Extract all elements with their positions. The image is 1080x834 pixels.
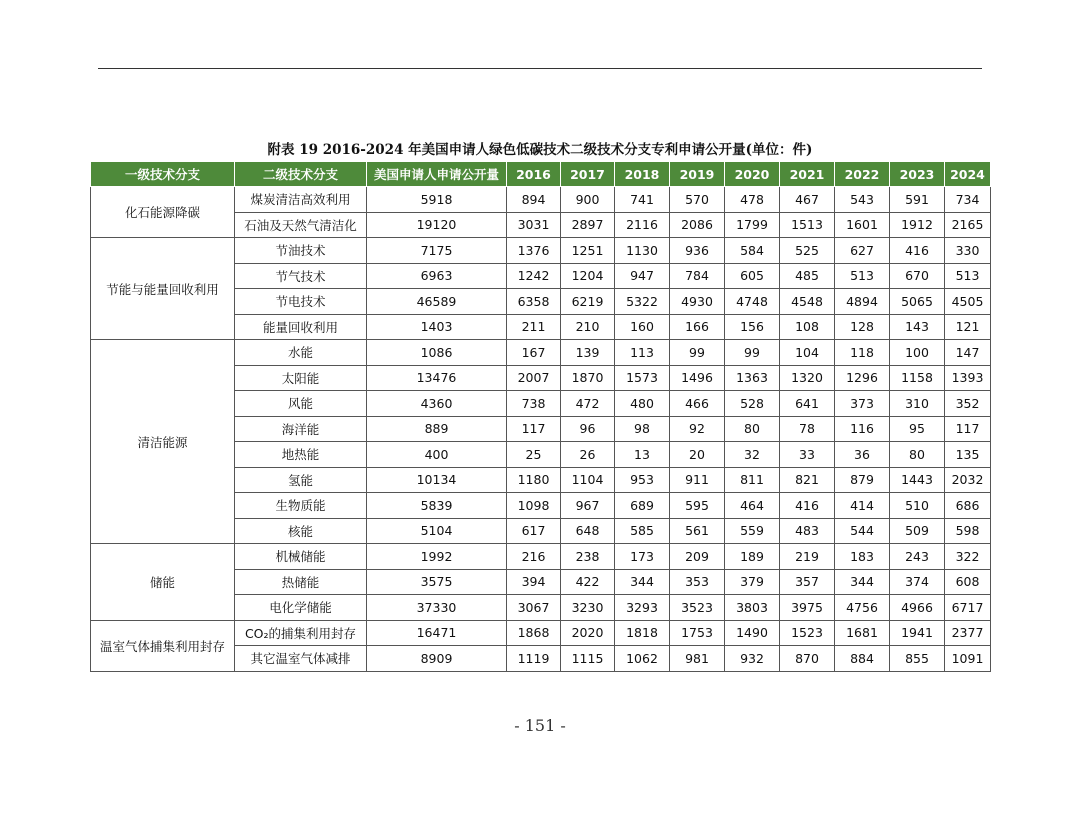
year-count-cell: 3230 xyxy=(561,595,615,621)
year-count-cell: 238 xyxy=(561,544,615,570)
year-count-cell: 585 xyxy=(615,518,670,544)
year-count-cell: 1573 xyxy=(615,365,670,391)
year-count-cell: 36 xyxy=(835,442,890,468)
level2-category-cell: 核能 xyxy=(235,518,367,544)
year-count-cell: 1180 xyxy=(507,467,561,493)
year-count-cell: 1818 xyxy=(615,620,670,646)
year-count-cell: 1320 xyxy=(780,365,835,391)
year-count-cell: 353 xyxy=(670,569,725,595)
year-count-cell: 1868 xyxy=(507,620,561,646)
total-count-cell: 1086 xyxy=(367,340,507,366)
year-count-cell: 160 xyxy=(615,314,670,340)
year-count-cell: 513 xyxy=(945,263,991,289)
column-header: 2024 xyxy=(945,162,991,187)
level2-category-cell: 电化学储能 xyxy=(235,595,367,621)
year-count-cell: 379 xyxy=(725,569,780,595)
year-count-cell: 25 xyxy=(507,442,561,468)
year-count-cell: 1490 xyxy=(725,620,780,646)
total-count-cell: 1403 xyxy=(367,314,507,340)
year-count-cell: 894 xyxy=(507,187,561,213)
year-count-cell: 870 xyxy=(780,646,835,672)
table-row xyxy=(91,340,991,366)
level2-category-cell: 节电技术 xyxy=(235,289,367,315)
column-header: 2017 xyxy=(561,162,615,187)
level2-category-cell: 节油技术 xyxy=(235,238,367,264)
year-count-cell: 855 xyxy=(890,646,945,672)
level2-category-cell: 节气技术 xyxy=(235,263,367,289)
year-count-cell: 99 xyxy=(670,340,725,366)
level2-category-cell: 石油及天然气清洁化 xyxy=(235,212,367,238)
year-count-cell: 1204 xyxy=(561,263,615,289)
year-count-cell: 561 xyxy=(670,518,725,544)
column-header: 二级技术分支 xyxy=(235,162,367,187)
year-count-cell: 6717 xyxy=(945,595,991,621)
year-count-cell: 1242 xyxy=(507,263,561,289)
year-count-cell: 485 xyxy=(780,263,835,289)
year-count-cell: 209 xyxy=(670,544,725,570)
year-count-cell: 1115 xyxy=(561,646,615,672)
year-count-cell: 595 xyxy=(670,493,725,519)
level1-category-cell: 化石能源降碳 xyxy=(91,187,235,238)
year-count-cell: 1513 xyxy=(780,212,835,238)
total-count-cell: 37330 xyxy=(367,595,507,621)
year-count-cell: 104 xyxy=(780,340,835,366)
year-count-cell: 1601 xyxy=(835,212,890,238)
year-count-cell: 1098 xyxy=(507,493,561,519)
level2-category-cell: CO₂的捕集利用封存 xyxy=(235,620,367,646)
year-count-cell: 734 xyxy=(945,187,991,213)
year-count-cell: 210 xyxy=(561,314,615,340)
year-count-cell: 884 xyxy=(835,646,890,672)
year-count-cell: 467 xyxy=(780,187,835,213)
year-count-cell: 310 xyxy=(890,391,945,417)
year-count-cell: 1393 xyxy=(945,365,991,391)
year-count-cell: 5065 xyxy=(890,289,945,315)
year-count-cell: 6219 xyxy=(561,289,615,315)
year-count-cell: 189 xyxy=(725,544,780,570)
year-count-cell: 784 xyxy=(670,263,725,289)
year-count-cell: 2897 xyxy=(561,212,615,238)
total-count-cell: 5104 xyxy=(367,518,507,544)
year-count-cell: 900 xyxy=(561,187,615,213)
total-count-cell: 400 xyxy=(367,442,507,468)
level2-category-cell: 水能 xyxy=(235,340,367,366)
year-count-cell: 1523 xyxy=(780,620,835,646)
year-count-cell: 373 xyxy=(835,391,890,417)
year-count-cell: 2086 xyxy=(670,212,725,238)
total-count-cell: 4360 xyxy=(367,391,507,417)
year-count-cell: 2020 xyxy=(561,620,615,646)
year-count-cell: 510 xyxy=(890,493,945,519)
year-count-cell: 108 xyxy=(780,314,835,340)
year-count-cell: 4548 xyxy=(780,289,835,315)
year-count-cell: 617 xyxy=(507,518,561,544)
year-count-cell: 821 xyxy=(780,467,835,493)
year-count-cell: 166 xyxy=(670,314,725,340)
year-count-cell: 2007 xyxy=(507,365,561,391)
total-count-cell: 8909 xyxy=(367,646,507,672)
year-count-cell: 26 xyxy=(561,442,615,468)
year-count-cell: 374 xyxy=(890,569,945,595)
year-count-cell: 95 xyxy=(890,416,945,442)
year-count-cell: 472 xyxy=(561,391,615,417)
level2-category-cell: 煤炭清洁高效利用 xyxy=(235,187,367,213)
year-count-cell: 559 xyxy=(725,518,780,544)
year-count-cell: 525 xyxy=(780,238,835,264)
year-count-cell: 2116 xyxy=(615,212,670,238)
year-count-cell: 641 xyxy=(780,391,835,417)
year-count-cell: 98 xyxy=(615,416,670,442)
total-count-cell: 889 xyxy=(367,416,507,442)
level2-category-cell: 热储能 xyxy=(235,569,367,595)
year-count-cell: 1091 xyxy=(945,646,991,672)
year-count-cell: 879 xyxy=(835,467,890,493)
year-count-cell: 1062 xyxy=(615,646,670,672)
year-count-cell: 4505 xyxy=(945,289,991,315)
year-count-cell: 509 xyxy=(890,518,945,544)
year-count-cell: 322 xyxy=(945,544,991,570)
year-count-cell: 121 xyxy=(945,314,991,340)
total-count-cell: 7175 xyxy=(367,238,507,264)
table-row xyxy=(91,187,991,213)
year-count-cell: 4894 xyxy=(835,289,890,315)
year-count-cell: 741 xyxy=(615,187,670,213)
year-count-cell: 1119 xyxy=(507,646,561,672)
level1-category-cell: 储能 xyxy=(91,544,235,621)
column-header: 2016 xyxy=(507,162,561,187)
year-count-cell: 544 xyxy=(835,518,890,544)
table-header-row xyxy=(91,162,991,187)
year-count-cell: 394 xyxy=(507,569,561,595)
year-count-cell: 80 xyxy=(890,442,945,468)
year-count-cell: 1376 xyxy=(507,238,561,264)
level2-category-cell: 地热能 xyxy=(235,442,367,468)
year-count-cell: 967 xyxy=(561,493,615,519)
year-count-cell: 135 xyxy=(945,442,991,468)
year-count-cell: 4748 xyxy=(725,289,780,315)
year-count-cell: 2377 xyxy=(945,620,991,646)
table-caption: 附表 19 2016-2024 年美国申请人绿色低碳技术二级技术分支专利申请公开量(单位：件) xyxy=(267,142,813,158)
year-count-cell: 478 xyxy=(725,187,780,213)
year-count-cell: 4756 xyxy=(835,595,890,621)
total-count-cell: 16471 xyxy=(367,620,507,646)
year-count-cell: 183 xyxy=(835,544,890,570)
year-count-cell: 143 xyxy=(890,314,945,340)
year-count-cell: 670 xyxy=(890,263,945,289)
year-count-cell: 219 xyxy=(780,544,835,570)
total-count-cell: 5839 xyxy=(367,493,507,519)
level1-category-cell: 节能与能量回收利用 xyxy=(91,238,235,340)
year-count-cell: 422 xyxy=(561,569,615,595)
year-count-cell: 598 xyxy=(945,518,991,544)
column-header: 一级技术分支 xyxy=(91,162,235,187)
year-count-cell: 1681 xyxy=(835,620,890,646)
year-count-cell: 33 xyxy=(780,442,835,468)
year-count-cell: 116 xyxy=(835,416,890,442)
column-header: 2021 xyxy=(780,162,835,187)
year-count-cell: 2032 xyxy=(945,467,991,493)
level2-category-cell: 氢能 xyxy=(235,467,367,493)
year-count-cell: 92 xyxy=(670,416,725,442)
year-count-cell: 113 xyxy=(615,340,670,366)
table-row xyxy=(91,620,991,646)
year-count-cell: 483 xyxy=(780,518,835,544)
year-count-cell: 167 xyxy=(507,340,561,366)
patent-table xyxy=(90,161,991,672)
total-count-cell: 13476 xyxy=(367,365,507,391)
year-count-cell: 584 xyxy=(725,238,780,264)
level2-category-cell: 能量回收利用 xyxy=(235,314,367,340)
year-count-cell: 5322 xyxy=(615,289,670,315)
year-count-cell: 344 xyxy=(615,569,670,595)
year-count-cell: 1912 xyxy=(890,212,945,238)
total-count-cell: 46589 xyxy=(367,289,507,315)
year-count-cell: 1753 xyxy=(670,620,725,646)
year-count-cell: 20 xyxy=(670,442,725,468)
year-count-cell: 811 xyxy=(725,467,780,493)
year-count-cell: 528 xyxy=(725,391,780,417)
year-count-cell: 147 xyxy=(945,340,991,366)
level2-category-cell: 生物质能 xyxy=(235,493,367,519)
year-count-cell: 3523 xyxy=(670,595,725,621)
level2-category-cell: 机械储能 xyxy=(235,544,367,570)
year-count-cell: 953 xyxy=(615,467,670,493)
year-count-cell: 3293 xyxy=(615,595,670,621)
year-count-cell: 243 xyxy=(890,544,945,570)
year-count-cell: 627 xyxy=(835,238,890,264)
total-count-cell: 6963 xyxy=(367,263,507,289)
year-count-cell: 1941 xyxy=(890,620,945,646)
level2-category-cell: 风能 xyxy=(235,391,367,417)
column-header: 2020 xyxy=(725,162,780,187)
year-count-cell: 216 xyxy=(507,544,561,570)
level1-category-cell: 清洁能源 xyxy=(91,340,235,544)
year-count-cell: 689 xyxy=(615,493,670,519)
year-count-cell: 1443 xyxy=(890,467,945,493)
year-count-cell: 1158 xyxy=(890,365,945,391)
year-count-cell: 32 xyxy=(725,442,780,468)
year-count-cell: 1870 xyxy=(561,365,615,391)
year-count-cell: 543 xyxy=(835,187,890,213)
year-count-cell: 4966 xyxy=(890,595,945,621)
year-count-cell: 1104 xyxy=(561,467,615,493)
year-count-cell: 947 xyxy=(615,263,670,289)
year-count-cell: 139 xyxy=(561,340,615,366)
year-count-cell: 738 xyxy=(507,391,561,417)
total-count-cell: 10134 xyxy=(367,467,507,493)
year-count-cell: 1251 xyxy=(561,238,615,264)
year-count-cell: 117 xyxy=(507,416,561,442)
year-count-cell: 605 xyxy=(725,263,780,289)
year-count-cell: 13 xyxy=(615,442,670,468)
year-count-cell: 1130 xyxy=(615,238,670,264)
header-rule xyxy=(98,68,982,69)
year-count-cell: 1496 xyxy=(670,365,725,391)
year-count-cell: 936 xyxy=(670,238,725,264)
table-row xyxy=(91,544,991,570)
year-count-cell: 1799 xyxy=(725,212,780,238)
year-count-cell: 480 xyxy=(615,391,670,417)
year-count-cell: 608 xyxy=(945,569,991,595)
table-row xyxy=(91,238,991,264)
year-count-cell: 414 xyxy=(835,493,890,519)
year-count-cell: 128 xyxy=(835,314,890,340)
year-count-cell: 464 xyxy=(725,493,780,519)
year-count-cell: 466 xyxy=(670,391,725,417)
year-count-cell: 416 xyxy=(890,238,945,264)
year-count-cell: 2165 xyxy=(945,212,991,238)
year-count-cell: 4930 xyxy=(670,289,725,315)
year-count-cell: 173 xyxy=(615,544,670,570)
total-count-cell: 5918 xyxy=(367,187,507,213)
year-count-cell: 352 xyxy=(945,391,991,417)
year-count-cell: 416 xyxy=(780,493,835,519)
year-count-cell: 211 xyxy=(507,314,561,340)
year-count-cell: 932 xyxy=(725,646,780,672)
year-count-cell: 344 xyxy=(835,569,890,595)
total-count-cell: 3575 xyxy=(367,569,507,595)
year-count-cell: 648 xyxy=(561,518,615,544)
column-header: 2022 xyxy=(835,162,890,187)
year-count-cell: 99 xyxy=(725,340,780,366)
year-count-cell: 911 xyxy=(670,467,725,493)
year-count-cell: 3031 xyxy=(507,212,561,238)
year-count-cell: 513 xyxy=(835,263,890,289)
year-count-cell: 357 xyxy=(780,569,835,595)
year-count-cell: 3067 xyxy=(507,595,561,621)
level1-category-cell: 温室气体捕集利用封存 xyxy=(91,620,235,671)
page-number: - 151 - xyxy=(514,716,566,735)
year-count-cell: 981 xyxy=(670,646,725,672)
total-count-cell: 1992 xyxy=(367,544,507,570)
year-count-cell: 156 xyxy=(725,314,780,340)
level2-category-cell: 其它温室气体减排 xyxy=(235,646,367,672)
level2-category-cell: 海洋能 xyxy=(235,416,367,442)
year-count-cell: 1296 xyxy=(835,365,890,391)
year-count-cell: 117 xyxy=(945,416,991,442)
column-header: 2023 xyxy=(890,162,945,187)
total-count-cell: 19120 xyxy=(367,212,507,238)
column-header: 2019 xyxy=(670,162,725,187)
year-count-cell: 591 xyxy=(890,187,945,213)
year-count-cell: 6358 xyxy=(507,289,561,315)
year-count-cell: 96 xyxy=(561,416,615,442)
year-count-cell: 3975 xyxy=(780,595,835,621)
year-count-cell: 118 xyxy=(835,340,890,366)
level2-category-cell: 太阳能 xyxy=(235,365,367,391)
column-header: 2018 xyxy=(615,162,670,187)
year-count-cell: 330 xyxy=(945,238,991,264)
year-count-cell: 3803 xyxy=(725,595,780,621)
year-count-cell: 80 xyxy=(725,416,780,442)
year-count-cell: 78 xyxy=(780,416,835,442)
year-count-cell: 686 xyxy=(945,493,991,519)
year-count-cell: 100 xyxy=(890,340,945,366)
year-count-cell: 1363 xyxy=(725,365,780,391)
year-count-cell: 570 xyxy=(670,187,725,213)
column-header: 美国申请人申请公开量 xyxy=(367,162,507,187)
